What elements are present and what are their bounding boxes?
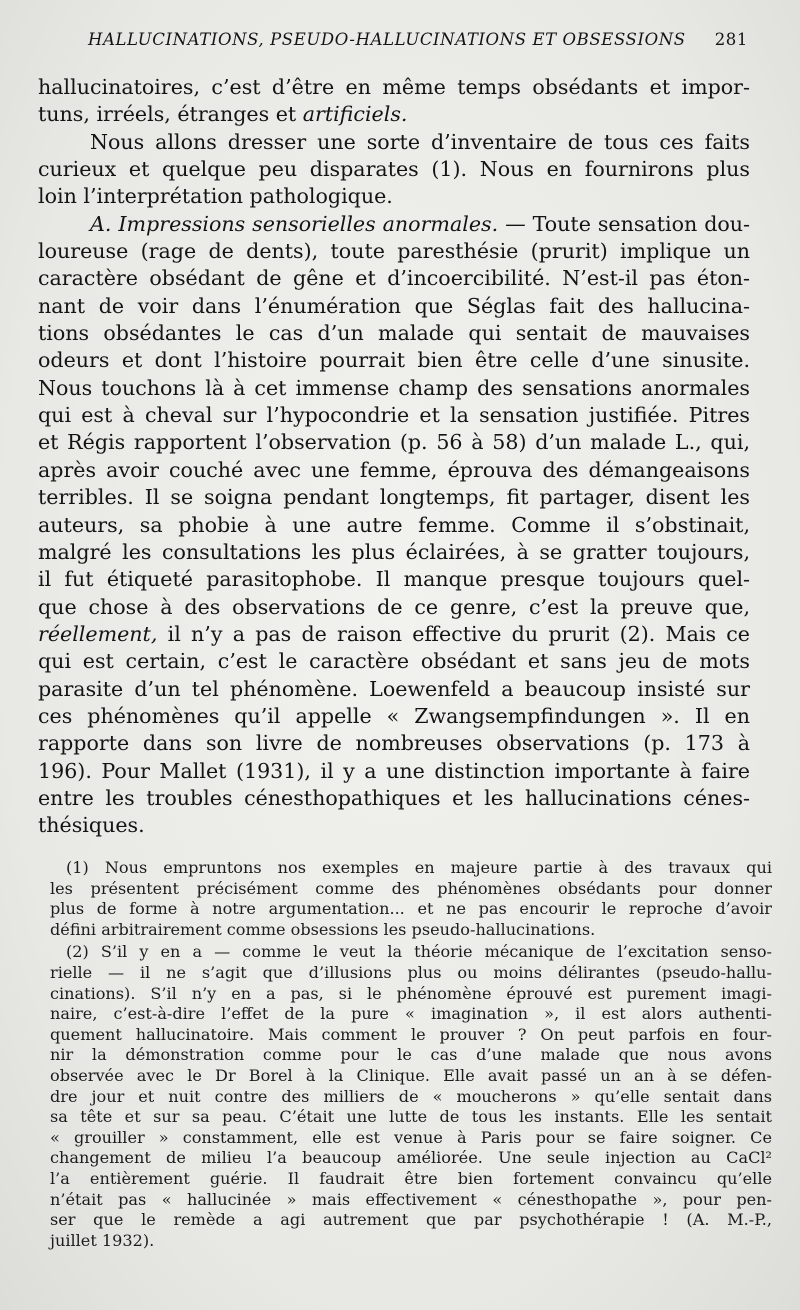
section-heading-line: A. Impressions sensorielles anormales. — Toute sensation dou- xyxy=(90,211,750,236)
text-line: réellement, il n’y a pas de raison effective du prurit (2). Mais ce xyxy=(38,621,750,646)
text-line: tions obsédantes le cas d’un malade qui sentait de mauvaises xyxy=(38,321,750,346)
footnote-line: rielle — il ne s’agit que d’illusions plus ou moins délirantes (pseudo-hallu- xyxy=(50,962,772,982)
footnote-line: ser que le remède a agi autrement que par psychothérapie ! (A. M.-P., xyxy=(50,1210,772,1230)
footnote-line: (2) S’il y en a — comme le veut la théorie mécanique de l’excitation senso- xyxy=(66,942,772,962)
text-line: parasite d’un tel phénomène. Loewenfeld a beaucoup insisté sur xyxy=(38,676,750,701)
text-line: thésiques. xyxy=(38,813,145,838)
text-line: qui est à cheval sur l’hypocondrie et la sensation justifiée. Pitres xyxy=(38,403,750,428)
text-line: terribles. Il se soigna pendant longtemps, fit partager, disent les xyxy=(38,485,750,510)
footnote-1 xyxy=(50,858,772,940)
footnote-line: défini arbitrairement comme obsessions les pseudo-hallucinations. xyxy=(50,919,596,939)
footnote-line: n’était pas « hallucinée » mais effectivement « cénesthopathe », pour pen- xyxy=(50,1189,772,1209)
text-line: 196). Pour Mallet (1931), il y a une distinction importante à faire xyxy=(38,758,750,783)
section-heading: A. Impressions sensorielles anormales. xyxy=(90,211,499,236)
emphasis: réellement, xyxy=(38,621,158,646)
text-line: caractère obsédant de gêne et d’incoercibilité. N’est-il pas éton- xyxy=(38,266,750,291)
text-line: que chose à des observations de ce genre, c’est la preuve que, xyxy=(38,594,750,619)
text-line: auteurs, sa phobie à une autre femme. Comme il s’obstinait, xyxy=(38,512,750,537)
footnote-line: observée avec le Dr Borel à la Clinique. Elle avait passé un an à se défen- xyxy=(50,1065,772,1085)
text-line: après avoir couché avec une femme, éprouva des démangeaisons xyxy=(38,457,750,482)
footnote-line: changement de milieu l’a beaucoup améliorée. Une seule injection au CaCl² xyxy=(50,1148,772,1168)
footnote-line: dre jour et nuit contre des milliers de « moucherons » qu’elle sentait dans xyxy=(50,1086,772,1106)
paragraph-3 xyxy=(38,211,750,840)
paragraph-2 xyxy=(38,129,750,211)
footnote-line: juillet 1932). xyxy=(50,1230,155,1250)
running-title: HALLUCINATIONS, PSEUDO-HALLUCINATIONS ET OBSESSIONS xyxy=(88,30,686,49)
text-line: qui est certain, c’est le caractère obsédant et sans jeu de mots xyxy=(38,649,750,674)
text-line: loin l’interprétation pathologique. xyxy=(38,184,393,209)
footnote-2 xyxy=(50,942,772,1251)
text-line: et Régis rapportent l’observation (p. 56 à 58) d’un malade L., qui, xyxy=(38,430,750,455)
text-line: nant de voir dans l’énumération que Séglas fait des hallucina- xyxy=(38,293,750,318)
text-line: curieux et quelque peu disparates (1). Nous en fournirons plus xyxy=(38,157,750,182)
emphasis: artificiels. xyxy=(302,102,408,127)
text-line: entre les troubles cénesthopathiques et les hallucinations cénes- xyxy=(38,785,750,810)
text-line: Nous allons dresser une sorte d’inventaire de tous ces faits xyxy=(90,129,750,154)
footnote-line: « grouiller » constamment, elle est venue à Paris pour se faire soigner. Ce xyxy=(50,1127,772,1147)
text-line: ces phénomènes qu’il appelle « Zwangsempfindungen ». Il en xyxy=(38,703,750,728)
footnote-line: plus de forme à notre argumentation... et ne pas encourir le reproche d’avoir xyxy=(50,899,772,919)
footnote-line: nir la démonstration comme pour le cas d’une malade que nous avons xyxy=(50,1045,772,1065)
text-line: tuns, irréels, étranges et artificiels. xyxy=(38,102,408,127)
footnote-line: (1) Nous empruntons nos exemples en majeure partie à des travaux qui xyxy=(66,858,772,877)
text-line: il fut étiqueté parasitophobe. Il manque presque toujours quel- xyxy=(38,567,750,592)
page-number: 281 xyxy=(714,30,748,49)
paragraph-1 xyxy=(38,74,750,129)
main-text xyxy=(38,74,750,840)
footnote-line: cinations). S’il n’y en a pas, si le phénomène éprouvé est purement imagi- xyxy=(50,983,772,1003)
text-line: rapporte dans son livre de nombreuses observations (p. 173 à xyxy=(38,731,750,756)
running-header xyxy=(88,30,748,49)
text-line: malgré les consultations les plus éclairées, à se gratter toujours, xyxy=(38,539,750,564)
text-line: hallucinatoires, c’est d’être en même temps obsédants et impor- xyxy=(38,75,750,99)
footnote-line: naire, c’est-à-dire l’effet de la pure « imagination », il est alors authenti- xyxy=(50,1004,772,1024)
text-line: Nous touchons là à cet immense champ des sensations anormales xyxy=(38,375,750,400)
footnote-line: sa tête et sur sa peau. C’était une lutte de tous les instants. Elle les sentait xyxy=(50,1107,772,1127)
footnote-line: quement hallucinatoire. Mais comment le prouver ? On peut parfois en four- xyxy=(50,1024,772,1044)
footnotes xyxy=(50,858,772,1253)
footnote-line: les présentent précisément comme des phénomènes obsédants pour donner xyxy=(50,878,772,898)
text-line: odeurs et dont l’histoire pourrait bien être celle d’une sinusite. xyxy=(38,348,750,373)
footnote-line: l’a entièrement guérie. Il faudrait être bien fortement convaincu qu’elle xyxy=(50,1168,772,1188)
text-line: loureuse (rage de dents), toute paresthésie (prurit) implique un xyxy=(38,239,750,264)
